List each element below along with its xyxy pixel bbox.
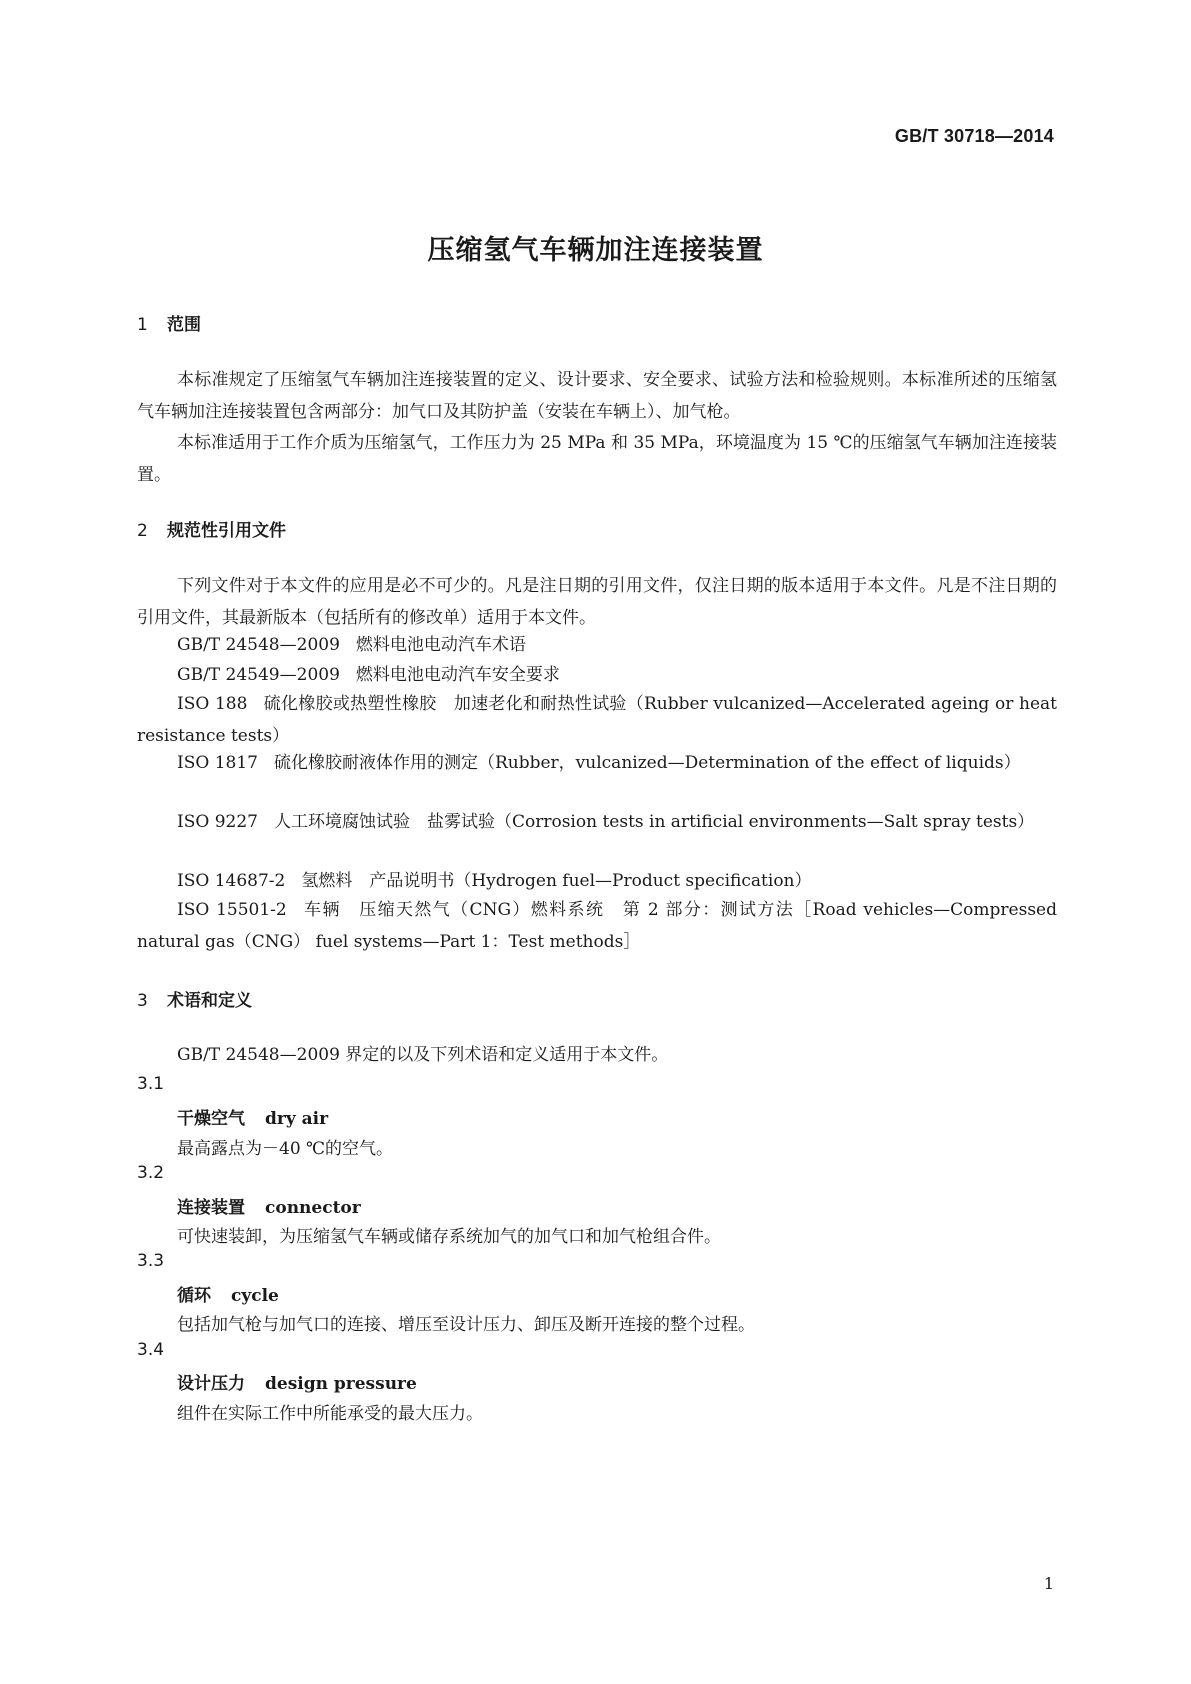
reference-text: 燃料电池电动汽车术语: [355, 635, 526, 655]
scope-paragraph-1: 本标准规定了压缩氢气车辆加注连接装置的定义、设计要求、安全要求、试验方法和检验规则。本标准所述的压缩氢气车辆加注连接装置包含两部分：加气口及其防护盖（安装在车辆上）、加气枪。: [137, 370, 1057, 422]
terms-intro: GB/T 24548—2009 界定的以及下列术语和定义适用于本文件。: [177, 1045, 669, 1065]
reference-text: 人工环境腐蚀试验 盐雾试验（Corrosion tests in artificial environments—Salt spray tests）: [273, 812, 1035, 832]
section-number: 2: [137, 521, 148, 541]
term-name-en: connector: [265, 1198, 361, 1218]
reference-code: GB/T 24548—2009: [177, 635, 340, 655]
section-heading-references: [137, 516, 286, 541]
term-number: 3.4: [137, 1340, 165, 1360]
standard-number: GB/T 30718—2014: [894, 126, 1054, 146]
reference-item: [137, 689, 1057, 752]
term-name-zh: 连接装置: [177, 1198, 245, 1218]
reference-item: [137, 748, 1057, 780]
section-heading-scope: [137, 310, 201, 335]
term-name: [177, 1281, 279, 1306]
section-number: 3: [137, 991, 148, 1011]
section-title: 规范性引用文件: [167, 521, 286, 541]
reference-code: ISO 14687-2: [177, 871, 286, 891]
reference-item: [137, 866, 1057, 898]
reference-text: 氢燃料 产品说明书（Hydrogen fuel—Product specification）: [301, 871, 812, 891]
reference-text: 硫化橡胶或热塑性橡胶 加速老化和耐热性试验（Rubber vulcanized—Accelerated ageing or heat resistance tests）: [137, 694, 1057, 746]
section-number: 1: [137, 315, 148, 335]
term-name: [177, 1104, 328, 1129]
reference-item: [137, 660, 1057, 692]
references-intro: 下列文件对于本文件的应用是必不可少的。凡是注日期的引用文件，仅注日期的版本适用于本文件。凡是不注日期的引用文件，其最新版本（包括所有的修改单）适用于本文件。: [137, 576, 1057, 628]
term-definition: 包括加气枪与加气口的连接、增压至设计压力、卸压及断开连接的整个过程。: [177, 1315, 755, 1335]
reference-text: 车辆 压缩天然气（CNG）燃料系统 第 2 部分：测试方法［Road vehicles—Compressed natural gas（CNG） fuel systems—Part 1：Test methods］: [137, 900, 1057, 952]
reference-code: ISO 9227: [177, 812, 258, 832]
section-heading-terms: [137, 986, 252, 1011]
term-name-zh: 干燥空气: [177, 1109, 245, 1129]
reference-code: ISO 15501-2: [177, 900, 287, 920]
reference-code: GB/T 24549—2009: [177, 665, 340, 685]
term-name-en: design pressure: [265, 1374, 417, 1394]
term-name: [177, 1369, 417, 1394]
term-number: 3.1: [137, 1074, 165, 1094]
reference-item: [137, 630, 1057, 662]
term-definition: 最高露点为－40 ℃的空气。: [177, 1139, 394, 1159]
term-name-en: cycle: [231, 1286, 279, 1306]
reference-code: ISO 188: [177, 694, 248, 714]
term-number: 3.3: [137, 1251, 165, 1271]
section-title: 术语和定义: [167, 991, 252, 1011]
reference-text: 硫化橡胶耐液体作用的测定（Rubber，vulcanized—Determination of the effect of liquids）: [273, 753, 1021, 773]
term-number: 3.2: [137, 1163, 165, 1183]
reference-text: 燃料电池电动汽车安全要求: [355, 665, 560, 685]
term-name: [177, 1193, 361, 1218]
term-definition: 组件在实际工作中所能承受的最大压力。: [177, 1404, 483, 1424]
reference-item: [137, 895, 1057, 958]
page-number: 1: [1043, 1574, 1054, 1593]
reference-code: ISO 1817: [177, 753, 258, 773]
term-name-zh: 设计压力: [177, 1374, 245, 1394]
section-title: 范围: [167, 315, 201, 335]
term-name-en: dry air: [265, 1109, 329, 1129]
term-name-zh: 循环: [177, 1286, 211, 1306]
document-title: 压缩氢气车辆加注连接装置: [427, 235, 764, 266]
scope-paragraph-2: 本标准适用于工作介质为压缩氢气，工作压力为 25 MPa 和 35 MPa，环境温度为 15 ℃的压缩氢气车辆加注连接装置。: [137, 433, 1057, 485]
term-definition: 可快速装卸，为压缩氢气车辆或储存系统加气的加气口和加气枪组合件。: [177, 1227, 721, 1247]
reference-item: [137, 807, 1057, 839]
